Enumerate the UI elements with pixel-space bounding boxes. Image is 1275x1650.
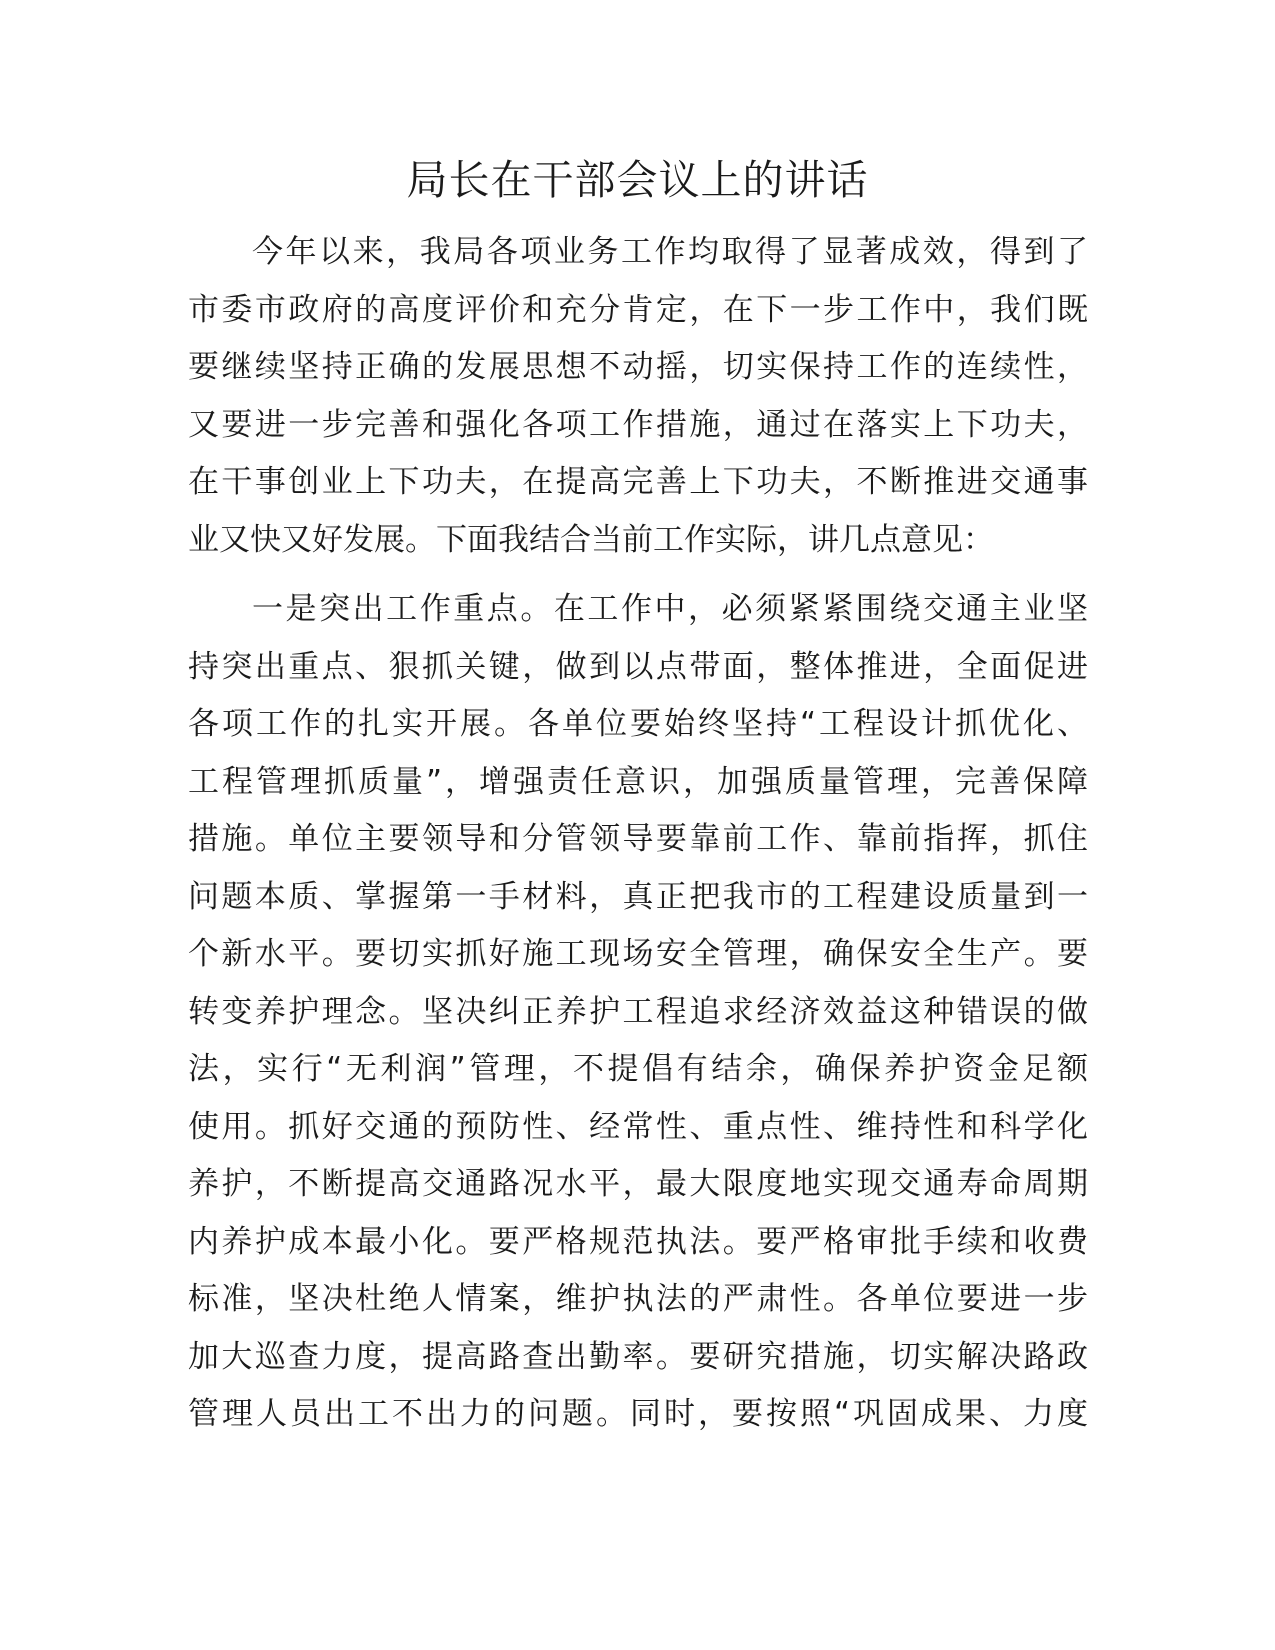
paragraph-1 [188,224,1088,569]
paragraph-line: 问题本质、掌握第一手材料，真正把我市的工程建设质量到一 [188,878,1088,915]
paragraph-line: 法，实行“无利润”管理，不提倡有结余，确保养护资金足额 [188,1051,1088,1087]
paragraph-line: 要继续坚持正确的发展思想不动摇，切实保持工作的连续性， [188,349,1088,385]
paragraph-line: 管理人员出工不出力的问题。同时，要按照“巩固成果、力度 [188,1396,1088,1432]
paragraph-line: 标准，坚决杜绝人情案，维护执法的严肃性。各单位要进一步 [188,1281,1088,1317]
paragraph-line: 各项工作的扎实开展。各单位要始终坚持“工程设计抓优化、 [188,706,1088,742]
paragraph-line: 工程管理抓质量”，增强责任意识，加强质量管理，完善保障 [188,763,1088,800]
paragraph-line: 转变养护理念。坚决纠正养护工程追求经济效益这种错误的做 [188,993,1088,1030]
paragraph-line: 加大巡查力度，提高路查出勤率。要研究措施，切实解决路政 [188,1338,1088,1375]
paragraph-line: 持突出重点、狠抓关键，做到以点带面，整体推进，全面促进 [188,648,1088,685]
paragraph-line: 今年以来，我局各项业务工作均取得了显著成效，得到了 [252,234,1088,270]
document-body [188,224,1088,1444]
paragraph-line: 在干事创业上下功夫，在提高完善上下功夫，不断推进交通事 [188,464,1088,500]
paragraph-line: 措施。单位主要领导和分管领导要靠前工作、靠前指挥，抓住 [188,821,1088,857]
paragraph-line: 市委市政府的高度评价和充分肯定，在下一步工作中，我们既 [188,291,1088,328]
paragraph-line: 个新水平。要切实抓好施工现场安全管理，确保安全生产。要 [188,936,1088,972]
document-title: 局长在干部会议上的讲话 [406,156,869,204]
paragraph-line: 业又快又好发展。下面我结合当前工作实际，讲几点意见： [188,521,994,558]
paragraph-line: 内养护成本最小化。要严格规范执法。要严格审批手续和收费 [188,1223,1088,1260]
paragraph-line: 又要进一步完善和强化各项工作措施，通过在落实上下功夫， [188,406,1088,443]
paragraph-line: 使用。抓好交通的预防性、经常性、重点性、维持性和科学化 [188,1108,1088,1145]
paragraph-2 [188,581,1088,1444]
paragraph-line: 一是突出工作重点。在工作中，必须紧紧围绕交通主业坚 [252,591,1088,627]
paragraph-line: 养护，不断提高交通路况水平，最大限度地实现交通寿命周期 [188,1166,1088,1202]
